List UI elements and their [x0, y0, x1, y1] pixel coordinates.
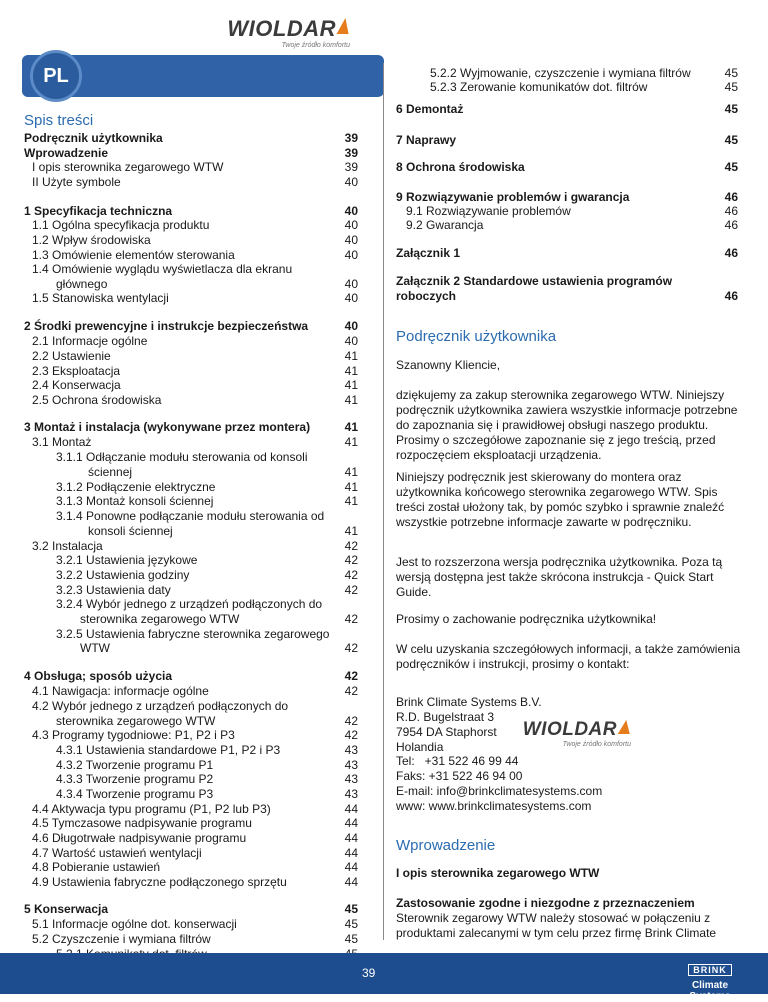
- toc-right-page-number: 45: [724, 160, 738, 174]
- contact-email: E-mail: info@brinkclimatesystems.com: [396, 784, 603, 798]
- toc-left-page-number: 40: [344, 319, 358, 333]
- toc-left-entry: 5 Konserwacja: [24, 902, 109, 916]
- toc-title: Spis treści: [24, 112, 94, 129]
- toc-left-entry: 3.2.3 Ustawienia daty: [56, 583, 171, 597]
- toc-left-entry: 3.1.2 Podłączenie elektryczne: [56, 480, 216, 494]
- contact-logo-tagline: Twoje źródło komfortu: [562, 741, 631, 748]
- manual-heading: Podręcznik użytkownika: [396, 328, 557, 345]
- brink-logo-subtitle: Climate Systems: [689, 980, 731, 1002]
- page-number: 39: [362, 966, 376, 980]
- brink-logo: [676, 960, 744, 1002]
- logo-wordmark: WIOLDAR: [227, 16, 336, 41]
- toc-left-entry: 3.2.1 Ustawienia językowe: [56, 553, 198, 567]
- manual-paragraph-1: dziękujemy za zakup sterownika zegarowego WTW. Niniejszy podręcznik użytkownika zawiera wszystkie informacje potrzebne do zapoznania się i prawidłowej obsługi naszego produktu. Prosimy o szczegółowe zapoznanie się z jego treścią, przed rozpoczęciem eksploatacji urządzenia.: [396, 388, 738, 462]
- toc-left-entry: 1 Specyfikacja techniczna: [24, 204, 173, 218]
- toc-left-entry: 4.6 Długotrwałe nadpisywanie programu: [32, 831, 247, 845]
- toc-left-entry: 4.3.2 Tworzenie programu P1: [56, 758, 214, 772]
- toc-left-entry: 5.1 Informacje ogólne dot. konserwacji: [32, 917, 237, 931]
- toc-right-entry: 6 Demontaż: [396, 102, 464, 116]
- toc-left-entry: 1.4 Omówienie wyglądu wyświetlacza dla ekranu: [32, 262, 293, 276]
- toc-left-page-number: 40: [344, 218, 358, 232]
- toc-right-page-number: 46: [724, 289, 738, 303]
- toc-left-entry: 3 Montaż i instalacja (wykonywane przez montera): [24, 420, 311, 434]
- toc-left-page-number: 42: [344, 568, 358, 582]
- toc-left-page-number: 42: [344, 583, 358, 597]
- toc-left-entry: 2.4 Konserwacja: [32, 378, 121, 392]
- toc-left-page-number: 42: [344, 553, 358, 567]
- toc-left-page-number: 41: [344, 465, 358, 479]
- toc-right-entry: Załącznik 1: [396, 246, 461, 260]
- toc-left-page-number: 41: [344, 435, 358, 449]
- toc-left-entry: 2.2 Ustawienie: [32, 349, 111, 363]
- toc-left-page-number: 39: [344, 131, 358, 145]
- toc-left-page-number: 41: [344, 420, 358, 434]
- toc-left-entry: 4.1 Nawigacja: informacje ogólne: [32, 684, 209, 698]
- toc-left-page-number: 44: [344, 816, 358, 830]
- toc-right-page-number: 45: [724, 66, 738, 80]
- toc-left-page-number: 45: [344, 902, 358, 916]
- toc-left-entry: I opis sterownika zegarowego WTW: [32, 160, 224, 174]
- toc-left-entry: 3.2.5 Ustawienia fabryczne sterownika zegarowego: [56, 627, 330, 641]
- toc-left-page-number: 41: [344, 480, 358, 494]
- toc-left-entry: 2.1 Informacje ogólne: [32, 334, 148, 348]
- toc-right-entry: 8 Ochrona środowiska: [396, 160, 525, 174]
- toc-left-entry: 1.1 Ogólna specyfikacja produktu: [32, 218, 210, 232]
- toc-left-entry: 3.2.4 Wybór jednego z urządzeń podłączonych do: [56, 597, 323, 611]
- toc-left-page-number: 43: [344, 743, 358, 757]
- toc-right-page-number: 45: [724, 80, 738, 94]
- toc-left-entry: 3.1 Montaż: [32, 435, 92, 449]
- toc-right-page-number: 46: [724, 190, 738, 204]
- toc-left-page-number: 40: [344, 277, 358, 291]
- toc-left-entry: sterownika zegarowego WTW: [80, 612, 240, 626]
- toc-left-entry: sterownika zegarowego WTW: [56, 714, 216, 728]
- contact-details: [396, 754, 741, 814]
- toc-left-page-number: 40: [344, 248, 358, 262]
- toc-left-page-number: 40: [344, 291, 358, 305]
- toc-left-entry: 3.2.2 Ustawienia godziny: [56, 568, 190, 582]
- toc-left-page-number: 43: [344, 772, 358, 786]
- contact-street: R.D. Bugelstraat 3: [396, 710, 495, 724]
- toc-right-entry: 9 Rozwiązywanie problemów i gwarancja: [396, 190, 630, 204]
- toc-left-page-number: 41: [344, 364, 358, 378]
- manual-paragraph-5: W celu uzyskania szczegółowych informacji, a także zamówienia podręczników i instrukcji, prosimy o kontakt:: [396, 642, 741, 671]
- toc-left-entry: konsoli ściennej: [88, 524, 173, 538]
- toc-left-page-number: 42: [344, 612, 358, 626]
- toc-left-page-number: 41: [344, 349, 358, 363]
- contact-city: 7954 DA Staphorst: [396, 725, 497, 739]
- language-badge: PL: [30, 50, 82, 102]
- intro-heading: Wprowadzenie: [396, 837, 496, 854]
- toc-left-page-number: 43: [344, 758, 358, 772]
- manual-paragraph-4: Prosimy o zachowanie podręcznika użytkownika!: [396, 612, 657, 626]
- toc-left-entry: 3.1.1 Odłączanie modułu sterowania od konsoli: [56, 450, 308, 464]
- toc-left-entry: Wprowadzenie: [24, 146, 109, 160]
- toc-left-page-number: 40: [344, 233, 358, 247]
- column-divider: [383, 63, 384, 940]
- toc-left-page-number: 44: [344, 846, 358, 860]
- toc-right-entry: 7 Naprawy: [396, 133, 457, 147]
- brink-logo-box: BRINK: [688, 964, 732, 976]
- contact-country: Holandia: [396, 740, 444, 754]
- toc-left-page-number: 42: [344, 684, 358, 698]
- usage-text: Sterownik zegarowy WTW należy stosować w połączeniu z produktami zalecanymi w tym celu przez firmę Brink Climate: [396, 911, 717, 940]
- manual-paragraph-3: Jest to rozszerzona wersja podręcznika użytkownika. Poza tą wersją dostępna jest także skrócona instrukcja - Quick Start Guide.: [396, 555, 723, 599]
- toc-left-entry: II Użyte symbole: [32, 175, 121, 189]
- usage-heading: Zastosowanie zgodne i niezgodne z przeznaczeniem: [396, 896, 695, 910]
- toc-left-page-number: 41: [344, 393, 358, 407]
- contact-logo: [522, 719, 631, 748]
- toc-left-entry: 4.7 Wartość ustawień wentylacji: [32, 846, 202, 860]
- toc-left-page-number: 41: [344, 494, 358, 508]
- flame-icon: [618, 720, 632, 734]
- toc-right-entry: roboczych: [396, 289, 457, 303]
- contact-logo-wordmark: WIOLDAR: [522, 719, 617, 740]
- toc-left-entry: Podręcznik użytkownika: [24, 131, 163, 145]
- toc-left-page-number: 42: [344, 728, 358, 742]
- toc-left-page-number: 42: [344, 669, 358, 683]
- toc-left-page-number: 40: [344, 204, 358, 218]
- toc-left-page-number: 41: [344, 378, 358, 392]
- toc-right-entry: 9.2 Gwarancja: [406, 218, 484, 232]
- toc-left-page-number: 45: [344, 917, 358, 931]
- toc-left-page-number: 42: [344, 539, 358, 553]
- toc-left-entry: 1.3 Omówienie elementów sterowania: [32, 248, 235, 262]
- toc-left-page-number: 44: [344, 860, 358, 874]
- toc-left-entry: 1.5 Stanowiska wentylacji: [32, 291, 169, 305]
- toc-right-page-number: 46: [724, 218, 738, 232]
- toc-right-entry: 9.1 Rozwiązywanie problemów: [406, 204, 571, 218]
- toc-right-page-number: 46: [724, 246, 738, 260]
- contact-www: www: www.brinkclimatesystems.com: [396, 799, 592, 813]
- toc-left-entry: 2.5 Ochrona środowiska: [32, 393, 162, 407]
- toc-left-entry: 4.4 Aktywacja typu programu (P1, P2 lub P3): [32, 802, 271, 816]
- toc-left-entry: 3.1.3 Montaż konsoli ściennej: [56, 494, 214, 508]
- toc-right-page-number: 45: [724, 133, 738, 147]
- toc-right-entry: 5.2.2 Wyjmowanie, czyszczenie i wymiana filtrów: [430, 66, 691, 80]
- toc-left-page-number: 43: [344, 787, 358, 801]
- toc-left-entry: 2.3 Eksploatacja: [32, 364, 121, 378]
- toc-left-entry: 4.3.4 Tworzenie programu P3: [56, 787, 214, 801]
- intro-subtitle: I opis sterownika zegarowego WTW: [396, 866, 600, 880]
- toc-left-page-number: 42: [344, 641, 358, 655]
- toc-left-entry: WTW: [80, 641, 110, 655]
- toc-left-entry: 4.3.3 Tworzenie programu P2: [56, 772, 214, 786]
- toc-left-page-number: 44: [344, 802, 358, 816]
- toc-right-entry: Załącznik 2 Standardowe ustawienia programów: [396, 274, 673, 288]
- toc-left-entry: 4.8 Pobieranie ustawień: [32, 860, 161, 874]
- toc-left-entry: ściennej: [88, 465, 133, 479]
- toc-left-page-number: 44: [344, 875, 358, 889]
- toc-left-entry: 4.9 Ustawienia fabryczne podłączonego sprzętu: [32, 875, 287, 889]
- header-logo: [227, 16, 350, 49]
- toc-left-entry: 3.2 Instalacja: [32, 539, 103, 553]
- contact-tel: Tel: +31 522 46 99 44: [396, 754, 519, 768]
- logo-tagline: Twoje źródło komfortu: [281, 42, 350, 49]
- toc-left-page-number: 40: [344, 334, 358, 348]
- toc-left-entry: 4.5 Tymczasowe nadpisywanie programu: [32, 816, 252, 830]
- toc-left-entry: głównego: [56, 277, 108, 291]
- toc-left-entry: 5.2 Czyszczenie i wymiana filtrów: [32, 932, 211, 946]
- page-footer: [0, 953, 768, 1002]
- toc-left-page-number: 44: [344, 831, 358, 845]
- manual-paragraph-2: Niniejszy podręcznik jest skierowany do montera oraz użytkownika końcowego sterownika zegarowego WTW. Spis treści został ułożony tak, by pomóc szybko i sprawnie znaleźć wszystkie potrzebne informacje zawarte w podręczniku.: [396, 470, 725, 529]
- toc-left-entry: 3.1.4 Ponowne podłączanie modułu sterowania od: [56, 509, 325, 523]
- toc-left-page-number: 41: [344, 524, 358, 538]
- toc-right-entry: 5.2.3 Zerowanie komunikatów dot. filtrów: [430, 80, 648, 94]
- toc-left-page-number: 40: [344, 175, 358, 189]
- toc-right-page-number: 46: [724, 204, 738, 218]
- toc-left-page-number: 42: [344, 714, 358, 728]
- toc-left-entry: 2 Środki prewencyjne i instrukcje bezpieczeństwa: [24, 319, 309, 333]
- toc-left-entry: 4.3.1 Ustawienia standardowe P1, P2 i P3: [56, 743, 281, 757]
- toc-left-page-number: 39: [344, 160, 358, 174]
- toc-left-entry: 4.3 Programy tygodniowe: P1, P2 i P3: [32, 728, 235, 742]
- contact-fax: Faks: +31 522 46 94 00: [396, 769, 523, 783]
- flame-icon: [337, 18, 352, 34]
- toc-left-page-number: 45: [344, 932, 358, 946]
- contact-company: Brink Climate Systems B.V.: [396, 695, 542, 709]
- greeting: Szanowny Kliencie,: [396, 358, 501, 372]
- toc-left-entry: 4.2 Wybór jednego z urządzeń podłączonych do: [32, 699, 289, 713]
- toc-right-page-number: 45: [724, 102, 738, 116]
- toc-left-entry: 1.2 Wpływ środowiska: [32, 233, 151, 247]
- toc-left-page-number: 39: [344, 146, 358, 160]
- toc-left-entry: 4 Obsługa; sposób użycia: [24, 669, 173, 683]
